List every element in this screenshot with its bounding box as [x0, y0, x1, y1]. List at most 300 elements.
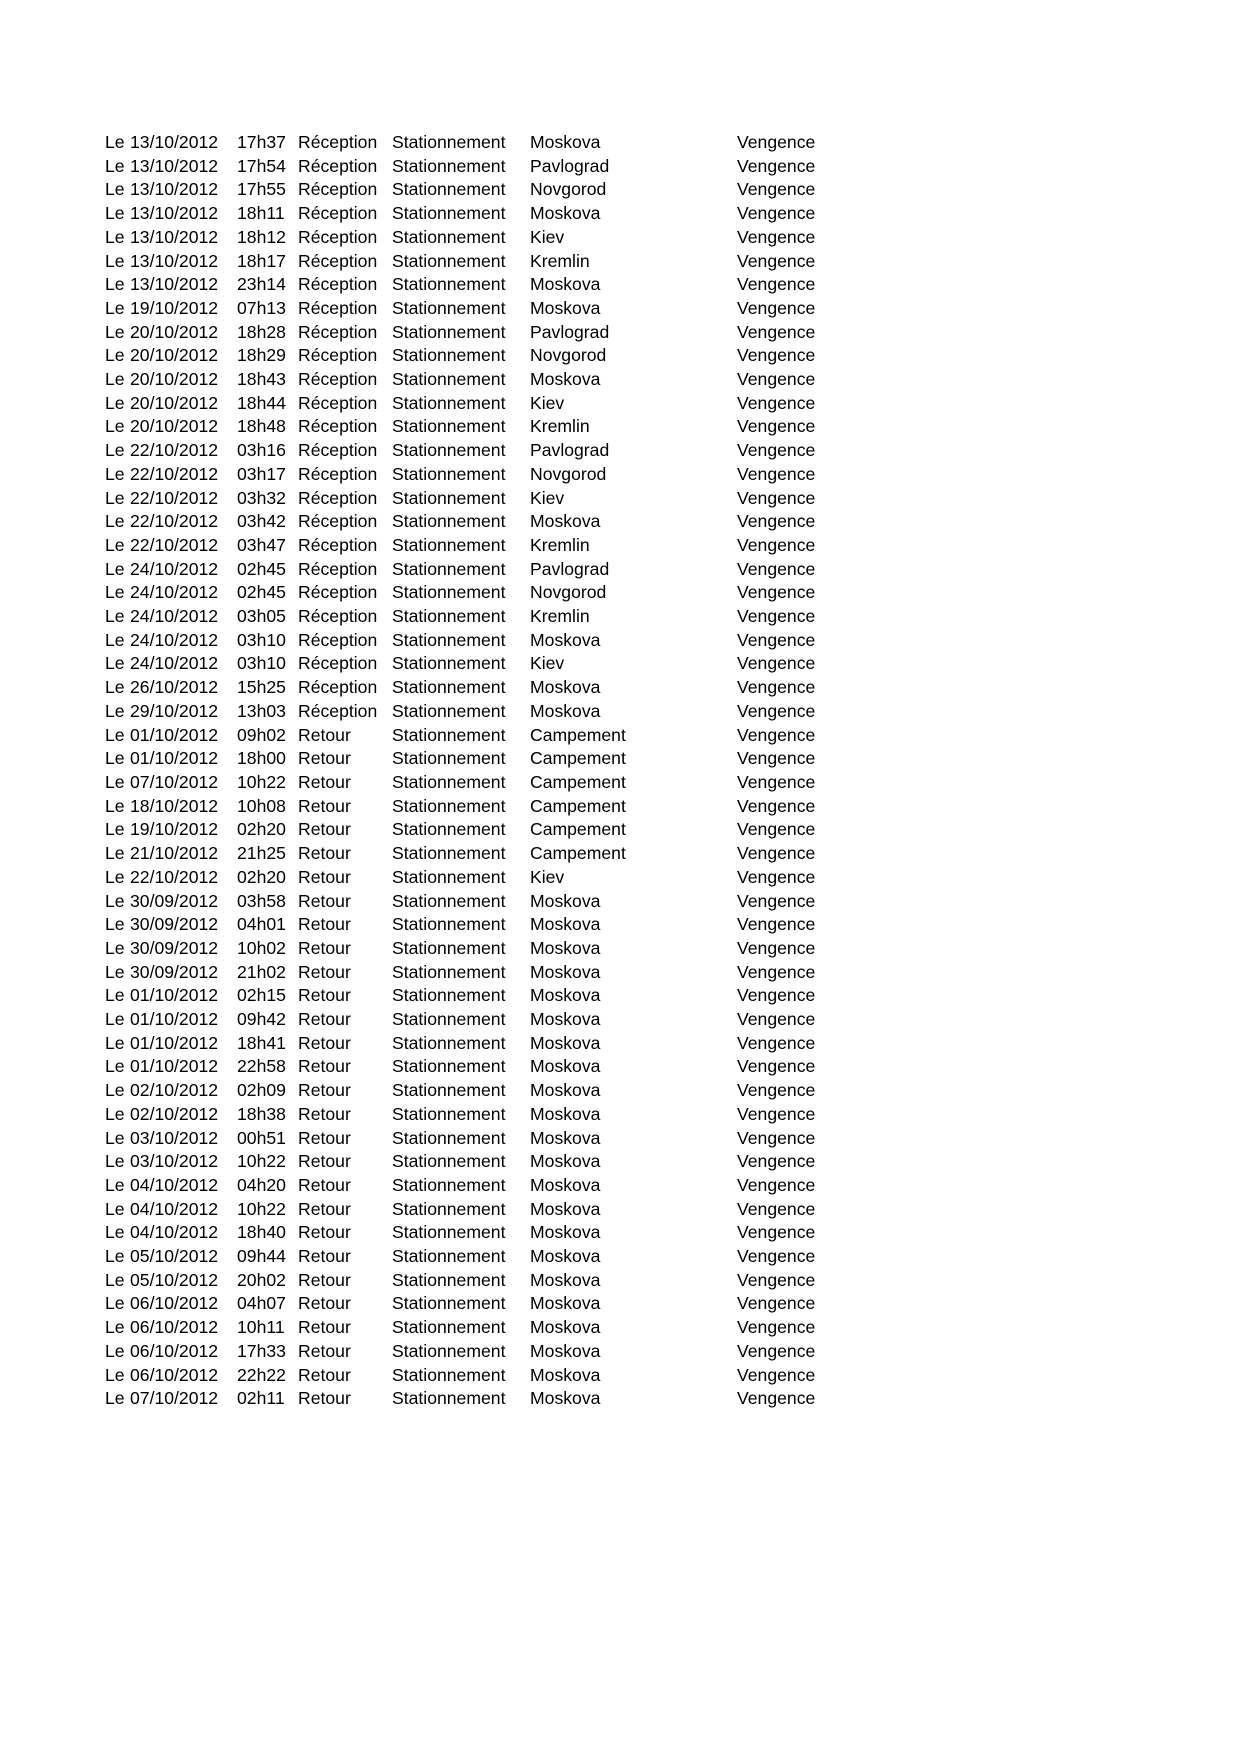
cell-owner: Vengence [737, 1293, 816, 1314]
cell-prefix: Le [105, 795, 125, 816]
cell-date: 22/10/2012 [130, 511, 219, 532]
cell-date: 13/10/2012 [130, 132, 219, 152]
cell-time: 10h22 [237, 771, 286, 792]
cell-location: Moskova [530, 1269, 601, 1290]
cell-owner: Vengence [737, 677, 816, 698]
cell-category: Stationnement [392, 463, 506, 484]
cell-date: 05/10/2012 [130, 1269, 219, 1290]
table-row [105, 1079, 857, 1103]
cell-category: Stationnement [392, 250, 506, 271]
cell-time: 18h44 [237, 392, 286, 413]
cell-category: Stationnement [392, 534, 506, 555]
cell-location: Kiev [530, 653, 565, 674]
cell-owner: Vengence [737, 866, 816, 887]
event-log-table [105, 131, 857, 1411]
cell-category: Stationnement [392, 416, 506, 437]
cell-type: Retour [298, 961, 351, 982]
cell-type: Réception [298, 440, 378, 461]
cell-location: Campement [530, 819, 626, 840]
cell-owner: Vengence [737, 653, 816, 674]
cell-date: 20/10/2012 [130, 369, 219, 390]
cell-prefix: Le [105, 1198, 125, 1219]
cell-category: Stationnement [392, 582, 506, 603]
cell-category: Stationnement [392, 677, 506, 698]
cell-owner: Vengence [737, 1174, 816, 1195]
cell-location: Kremlin [530, 606, 590, 627]
cell-owner: Vengence [737, 1317, 816, 1338]
cell-type: Retour [298, 795, 351, 816]
table-row [105, 1269, 857, 1293]
table-row [105, 1103, 857, 1127]
cell-category: Stationnement [392, 392, 506, 413]
cell-category: Stationnement [392, 345, 506, 366]
cell-owner: Vengence [737, 1103, 816, 1124]
cell-category: Stationnement [392, 771, 506, 792]
cell-date: 24/10/2012 [130, 582, 219, 603]
cell-owner: Vengence [737, 1080, 816, 1101]
cell-time: 04h07 [237, 1293, 286, 1314]
cell-date: 04/10/2012 [130, 1198, 219, 1219]
cell-owner: Vengence [737, 250, 816, 271]
cell-type: Réception [298, 511, 378, 532]
cell-time: 04h20 [237, 1174, 286, 1195]
cell-date: 04/10/2012 [130, 1174, 219, 1195]
cell-prefix: Le [105, 1317, 125, 1338]
cell-location: Novgorod [530, 582, 607, 603]
cell-owner: Vengence [737, 369, 816, 390]
table-row [105, 1387, 857, 1411]
cell-date: 03/10/2012 [130, 1151, 219, 1172]
cell-prefix: Le [105, 511, 125, 532]
cell-owner: Vengence [737, 416, 816, 437]
cell-owner: Vengence [737, 700, 816, 721]
cell-location: Kiev [530, 866, 565, 887]
cell-type: Retour [298, 890, 351, 911]
cell-category: Stationnement [392, 1246, 506, 1267]
cell-location: Moskova [530, 1222, 601, 1243]
cell-type: Retour [298, 1293, 351, 1314]
cell-type: Retour [298, 1151, 351, 1172]
cell-type: Réception [298, 179, 378, 200]
cell-type: Retour [298, 937, 351, 958]
table-row [105, 676, 857, 700]
cell-type: Réception [298, 416, 378, 437]
cell-type: Réception [298, 653, 378, 674]
cell-location: Campement [530, 795, 626, 816]
cell-owner: Vengence [737, 487, 816, 508]
cell-time: 18h00 [237, 748, 286, 769]
cell-location: Novgorod [530, 463, 607, 484]
cell-date: 21/10/2012 [130, 843, 219, 864]
cell-time: 03h10 [237, 653, 286, 674]
cell-time: 02h09 [237, 1080, 286, 1101]
cell-prefix: Le [105, 582, 125, 603]
cell-type: Retour [298, 914, 351, 935]
cell-location: Moskova [530, 1317, 601, 1338]
table-row [105, 652, 857, 676]
cell-time: 20h02 [237, 1269, 286, 1290]
cell-type: Réception [298, 606, 378, 627]
cell-location: Kremlin [530, 534, 590, 555]
cell-category: Stationnement [392, 961, 506, 982]
cell-owner: Vengence [737, 937, 816, 958]
table-row [105, 890, 857, 914]
cell-prefix: Le [105, 937, 125, 958]
cell-date: 19/10/2012 [130, 297, 219, 318]
cell-category: Stationnement [392, 866, 506, 887]
cell-category: Stationnement [392, 179, 506, 200]
cell-type: Réception [298, 463, 378, 484]
cell-type: Réception [298, 297, 378, 318]
cell-type: Réception [298, 677, 378, 698]
cell-location: Moskova [530, 297, 601, 318]
table-row [105, 344, 857, 368]
table-row [105, 842, 857, 866]
cell-owner: Vengence [737, 155, 816, 176]
cell-location: Moskova [530, 1293, 601, 1314]
cell-category: Stationnement [392, 748, 506, 769]
table-row [105, 629, 857, 653]
cell-time: 03h10 [237, 629, 286, 650]
cell-time: 13h03 [237, 700, 286, 721]
cell-owner: Vengence [737, 1388, 816, 1409]
cell-location: Moskova [530, 1388, 601, 1409]
cell-category: Stationnement [392, 369, 506, 390]
cell-location: Moskova [530, 961, 601, 982]
cell-category: Stationnement [392, 1293, 506, 1314]
cell-type: Retour [298, 1080, 351, 1101]
cell-time: 18h40 [237, 1222, 286, 1243]
cell-location: Moskova [530, 1056, 601, 1077]
cell-category: Stationnement [392, 1056, 506, 1077]
cell-category: Stationnement [392, 819, 506, 840]
table-row [105, 226, 857, 250]
cell-location: Moskova [530, 511, 601, 532]
table-row [105, 439, 857, 463]
cell-time: 17h55 [237, 179, 286, 200]
cell-time: 03h32 [237, 487, 286, 508]
cell-category: Stationnement [392, 274, 506, 295]
cell-owner: Vengence [737, 463, 816, 484]
cell-time: 10h02 [237, 937, 286, 958]
cell-location: Moskova [530, 1151, 601, 1172]
cell-location: Moskova [530, 1127, 601, 1148]
cell-category: Stationnement [392, 487, 506, 508]
cell-time: 17h54 [237, 155, 286, 176]
cell-type: Retour [298, 748, 351, 769]
cell-type: Réception [298, 226, 378, 247]
table-row [105, 937, 857, 961]
cell-type: Retour [298, 1222, 351, 1243]
table-row [105, 558, 857, 582]
cell-owner: Vengence [737, 226, 816, 247]
cell-type: Réception [298, 582, 378, 603]
cell-prefix: Le [105, 677, 125, 698]
table-row [105, 415, 857, 439]
cell-location: Kiev [530, 487, 565, 508]
cell-type: Retour [298, 1127, 351, 1148]
cell-prefix: Le [105, 1388, 125, 1409]
cell-time: 18h43 [237, 369, 286, 390]
cell-location: Moskova [530, 369, 601, 390]
cell-category: Stationnement [392, 558, 506, 579]
cell-owner: Vengence [737, 819, 816, 840]
cell-type: Réception [298, 345, 378, 366]
cell-owner: Vengence [737, 1246, 816, 1267]
table-row [105, 487, 857, 511]
cell-time: 02h11 [237, 1388, 285, 1409]
cell-time: 23h14 [237, 274, 286, 295]
cell-prefix: Le [105, 297, 125, 318]
table-row [105, 1245, 857, 1269]
cell-owner: Vengence [737, 440, 816, 461]
cell-location: Pavlograd [530, 155, 610, 176]
cell-prefix: Le [105, 416, 125, 437]
table-row [105, 818, 857, 842]
cell-time: 10h08 [237, 795, 286, 816]
cell-time: 21h25 [237, 843, 286, 864]
cell-type: Retour [298, 866, 351, 887]
cell-time: 22h58 [237, 1056, 286, 1077]
cell-time: 18h11 [237, 203, 285, 224]
cell-prefix: Le [105, 203, 125, 224]
cell-prefix: Le [105, 914, 125, 935]
cell-location: Moskova [530, 1364, 601, 1385]
cell-prefix: Le [105, 558, 125, 579]
cell-owner: Vengence [737, 1032, 816, 1053]
cell-date: 30/09/2012 [130, 914, 219, 935]
cell-owner: Vengence [737, 179, 816, 200]
cell-owner: Vengence [737, 629, 816, 650]
table-row [105, 1198, 857, 1222]
cell-location: Campement [530, 724, 626, 745]
table-row [105, 368, 857, 392]
cell-time: 18h28 [237, 321, 286, 342]
cell-date: 20/10/2012 [130, 392, 219, 413]
cell-owner: Vengence [737, 345, 816, 366]
cell-prefix: Le [105, 1246, 125, 1267]
cell-owner: Vengence [737, 914, 816, 935]
cell-time: 09h02 [237, 724, 286, 745]
cell-category: Stationnement [392, 1317, 506, 1338]
cell-category: Stationnement [392, 132, 506, 152]
cell-time: 03h17 [237, 463, 286, 484]
cell-location: Moskova [530, 203, 601, 224]
cell-type: Réception [298, 369, 378, 390]
cell-time: 18h38 [237, 1103, 286, 1124]
cell-type: Retour [298, 771, 351, 792]
cell-owner: Vengence [737, 534, 816, 555]
table-row [105, 1032, 857, 1056]
cell-time: 10h22 [237, 1198, 286, 1219]
cell-type: Réception [298, 274, 378, 295]
cell-date: 22/10/2012 [130, 463, 219, 484]
cell-time: 09h42 [237, 1009, 286, 1030]
table-row [105, 510, 857, 534]
cell-location: Moskova [530, 274, 601, 295]
cell-category: Stationnement [392, 226, 506, 247]
cell-location: Moskova [530, 132, 601, 152]
cell-prefix: Le [105, 392, 125, 413]
cell-prefix: Le [105, 226, 125, 247]
cell-owner: Vengence [737, 582, 816, 603]
cell-location: Moskova [530, 1174, 601, 1195]
cell-type: Retour [298, 1009, 351, 1030]
table-row [105, 771, 857, 795]
cell-owner: Vengence [737, 795, 816, 816]
cell-location: Moskova [530, 700, 601, 721]
cell-category: Stationnement [392, 203, 506, 224]
cell-location: Novgorod [530, 345, 607, 366]
table-row [105, 724, 857, 748]
cell-category: Stationnement [392, 985, 506, 1006]
table-row [105, 1150, 857, 1174]
table-row [105, 1008, 857, 1032]
cell-location: Campement [530, 843, 626, 864]
cell-time: 03h42 [237, 511, 286, 532]
cell-prefix: Le [105, 1364, 125, 1385]
table-row [105, 1364, 857, 1388]
cell-time: 02h20 [237, 866, 286, 887]
cell-prefix: Le [105, 155, 125, 176]
cell-date: 02/10/2012 [130, 1080, 219, 1101]
cell-location: Campement [530, 771, 626, 792]
table-row [105, 700, 857, 724]
cell-type: Retour [298, 843, 351, 864]
cell-time: 03h58 [237, 890, 286, 911]
cell-owner: Vengence [737, 961, 816, 982]
cell-time: 17h37 [237, 132, 286, 152]
cell-date: 13/10/2012 [130, 226, 219, 247]
cell-date: 18/10/2012 [130, 795, 219, 816]
cell-category: Stationnement [392, 1388, 506, 1409]
cell-date: 13/10/2012 [130, 274, 219, 295]
cell-type: Retour [298, 1388, 351, 1409]
cell-category: Stationnement [392, 914, 506, 935]
table-row [105, 581, 857, 605]
cell-date: 19/10/2012 [130, 819, 219, 840]
cell-category: Stationnement [392, 1151, 506, 1172]
cell-category: Stationnement [392, 1198, 506, 1219]
cell-prefix: Le [105, 1103, 125, 1124]
cell-owner: Vengence [737, 771, 816, 792]
cell-location: Moskova [530, 1246, 601, 1267]
cell-type: Retour [298, 1032, 351, 1053]
cell-owner: Vengence [737, 1056, 816, 1077]
cell-prefix: Le [105, 1222, 125, 1243]
cell-type: Retour [298, 1317, 351, 1338]
table-row [105, 178, 857, 202]
cell-type: Réception [298, 534, 378, 555]
cell-prefix: Le [105, 534, 125, 555]
cell-prefix: Le [105, 890, 125, 911]
cell-category: Stationnement [392, 297, 506, 318]
table-row [105, 155, 857, 179]
cell-category: Stationnement [392, 700, 506, 721]
cell-time: 21h02 [237, 961, 286, 982]
cell-time: 18h48 [237, 416, 286, 437]
cell-time: 18h41 [237, 1032, 286, 1053]
cell-location: Moskova [530, 1198, 601, 1219]
cell-location: Moskova [530, 629, 601, 650]
cell-time: 17h33 [237, 1340, 286, 1361]
cell-prefix: Le [105, 961, 125, 982]
cell-location: Campement [530, 748, 626, 769]
cell-prefix: Le [105, 274, 125, 295]
cell-category: Stationnement [392, 1222, 506, 1243]
cell-category: Stationnement [392, 1032, 506, 1053]
cell-prefix: Le [105, 1056, 125, 1077]
cell-date: 13/10/2012 [130, 250, 219, 271]
cell-location: Pavlograd [530, 321, 610, 342]
cell-type: Retour [298, 1269, 351, 1290]
cell-date: 20/10/2012 [130, 321, 219, 342]
cell-date: 13/10/2012 [130, 179, 219, 200]
cell-date: 30/09/2012 [130, 961, 219, 982]
table-row [105, 795, 857, 819]
cell-date: 07/10/2012 [130, 1388, 219, 1409]
cell-location: Pavlograd [530, 440, 610, 461]
cell-type: Réception [298, 250, 378, 271]
cell-prefix: Le [105, 771, 125, 792]
cell-owner: Vengence [737, 843, 816, 864]
cell-date: 01/10/2012 [130, 1009, 219, 1030]
cell-owner: Vengence [737, 1222, 816, 1243]
cell-owner: Vengence [737, 274, 816, 295]
cell-time: 22h22 [237, 1364, 286, 1385]
cell-type: Réception [298, 132, 378, 152]
cell-type: Retour [298, 1364, 351, 1385]
table-row [105, 1340, 857, 1364]
cell-date: 13/10/2012 [130, 155, 219, 176]
cell-owner: Vengence [737, 606, 816, 627]
cell-type: Réception [298, 392, 378, 413]
cell-location: Kiev [530, 392, 565, 413]
cell-location: Moskova [530, 1009, 601, 1030]
cell-type: Réception [298, 629, 378, 650]
cell-prefix: Le [105, 321, 125, 342]
cell-location: Moskova [530, 985, 601, 1006]
cell-location: Pavlograd [530, 558, 610, 579]
cell-date: 22/10/2012 [130, 487, 219, 508]
cell-owner: Vengence [737, 203, 816, 224]
cell-category: Stationnement [392, 1269, 506, 1290]
cell-type: Retour [298, 1103, 351, 1124]
cell-time: 02h20 [237, 819, 286, 840]
cell-prefix: Le [105, 132, 125, 152]
cell-category: Stationnement [392, 653, 506, 674]
cell-location: Moskova [530, 1080, 601, 1101]
table-row [105, 913, 857, 937]
cell-owner: Vengence [737, 1151, 816, 1172]
cell-date: 30/09/2012 [130, 890, 219, 911]
table-row [105, 273, 857, 297]
cell-date: 07/10/2012 [130, 771, 219, 792]
cell-owner: Vengence [737, 1340, 816, 1361]
cell-time: 02h45 [237, 558, 286, 579]
cell-category: Stationnement [392, 843, 506, 864]
cell-prefix: Le [105, 440, 125, 461]
cell-category: Stationnement [392, 724, 506, 745]
table-row [105, 1174, 857, 1198]
cell-date: 06/10/2012 [130, 1317, 219, 1338]
cell-date: 20/10/2012 [130, 416, 219, 437]
cell-owner: Vengence [737, 392, 816, 413]
cell-date: 24/10/2012 [130, 629, 219, 650]
cell-type: Retour [298, 819, 351, 840]
cell-prefix: Le [105, 1340, 125, 1361]
table-row [105, 984, 857, 1008]
